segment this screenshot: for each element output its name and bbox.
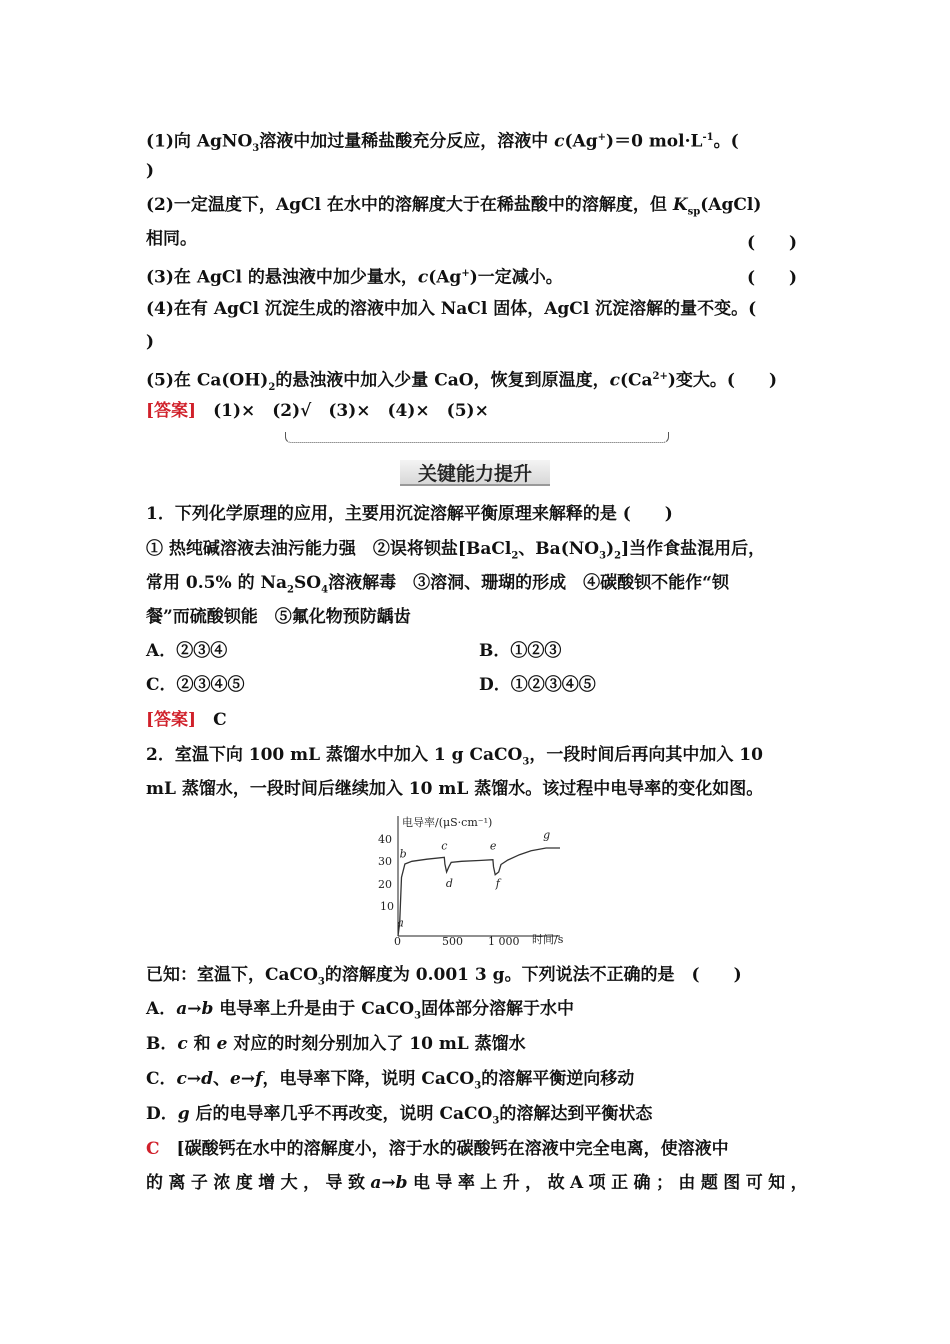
section-banner (400, 456, 550, 486)
answer-char: 故 (547, 1173, 565, 1193)
x-tick-label: 1 000 (488, 935, 520, 948)
answer-char: 上 (480, 1173, 498, 1193)
q2-option-b: B．c 和 e 对应的时刻分别加入了 10 mL 蒸馏水 (146, 1034, 526, 1054)
answer-char: 的 (146, 1173, 163, 1193)
q2-answer: C [碳酸钙在水中的溶解度小，溶于水的碳酸钙在溶液中完全电离，使溶液中 (146, 1139, 729, 1159)
answer-char: 致 (347, 1173, 365, 1193)
q1-stem: 1．下列化学原理的应用，主要用沉淀溶解平衡原理来解释的是 ( ) (146, 504, 673, 524)
answer-char: 项 (588, 1173, 606, 1193)
answer-char: 子 (190, 1173, 208, 1193)
answer-char: A (570, 1173, 584, 1193)
q1-statement-line: 餐”而硫酸钡能 ⑤氟化物预防龋齿 (146, 607, 411, 627)
x-tick-label: 500 (442, 935, 463, 948)
point-label-b: b (399, 847, 407, 861)
q1-answer: [答案] C (146, 710, 227, 730)
answer-char: 浓 (213, 1173, 231, 1193)
answer-char: 升 (502, 1173, 520, 1193)
exercise-item-3: (3)在 AgCl 的悬浊液中加少量水，c(Ag+)一定减小。 (146, 267, 563, 288)
q1-option-d: D．①②③④⑤ (479, 675, 596, 695)
conductivity-line (398, 848, 560, 936)
point-label-a: a (397, 916, 404, 930)
answer-char: 导 (325, 1173, 343, 1193)
answer-paren: ( ) (747, 268, 798, 288)
point-label-g: g (543, 828, 551, 842)
exercise-item-5: (5)在 $Ca(OH)_2$的悬浊液中加入少量 CaO，恢复到原温度，$c(Ca^{2+})$变大。( ) (146, 370, 778, 394)
answer-char: 图 (723, 1173, 741, 1193)
exercise-item-4-close: ) (146, 332, 155, 352)
answer-char: 增 (258, 1173, 276, 1193)
point-label-c: c (441, 839, 448, 853)
q1-option-c: C．②③④⑤ (146, 675, 245, 695)
q2-option-c: C．c→d、e→f，电导率下降，说明 CaCO$_3$的溶解平衡逆向移动 (146, 1069, 635, 1092)
answer-char: 题 (700, 1173, 718, 1193)
q1-option-a: A．②③④ (146, 641, 228, 661)
q2-stem-line2: mL 蒸馏水，一段时间后继续加入 10 mL 蒸馏水。该过程中电导率的变化如图。 (146, 779, 764, 799)
point-label-d: d (445, 877, 453, 890)
x-axis-label: 时间/s (532, 933, 564, 946)
exercise-item-4: (4)在有 AgCl 沉淀生成的溶液中加入 NaCl 固体，AgCl 沉淀溶解的量不变。( (146, 299, 757, 319)
point-label-e: e (489, 839, 497, 853)
answer-paren: ( ) (747, 233, 798, 253)
q2-known: 已知：室温下，CaCO$_3$的溶解度为 0.001 3 g。下列说法不正确的是 ( ) (146, 965, 742, 988)
conductivity-chart (370, 812, 580, 950)
answer-char: 电 (412, 1173, 430, 1193)
answer-char: 度 (235, 1173, 253, 1193)
answer-char: ， (790, 1173, 808, 1193)
x-tick-label: 0 (394, 935, 401, 948)
q2-stem: 2．室温下向 100 mL 蒸馏水中加入 1 g CaCO$_3$，一段时间后再向其中加入 10 (146, 745, 763, 768)
answer-char: 离 (168, 1173, 186, 1193)
q2-option-d: D．g 后的电导率几乎不再改变，说明 CaCO$_3$的溶解达到平衡状态 (146, 1104, 653, 1127)
q1-option-b: B．①②③ (479, 641, 562, 661)
q2-option-a: A．a→b 电导率上升是由于 CaCO$_3$固体部分溶解于水中 (146, 999, 575, 1022)
q2-answer-line2 (146, 1172, 808, 1194)
answer-char: 确 (633, 1173, 651, 1193)
y-tick-label: 40 (378, 833, 392, 846)
y-tick-label: 20 (378, 878, 392, 891)
answer-char: 由 (678, 1173, 696, 1193)
answer-char: 率 (457, 1173, 475, 1193)
answer-char: 大 (280, 1173, 298, 1193)
point-label-f: f (495, 877, 500, 890)
answer-char: 可 (745, 1173, 763, 1193)
exercise-answer: [答案] (1)× (2)√ (3)× (4)× (5)× (146, 401, 489, 421)
answer-char: 正 (611, 1173, 629, 1193)
q1-statement-line: ① 热纯碱溶液去油污能力强 ②误将钡盐[BaCl$_2$、$Ba(NO_3)_2$]当作食盐混用后， (146, 539, 766, 562)
y-tick-label: 10 (380, 900, 394, 913)
answer-char: 知 (768, 1173, 786, 1193)
exercise-item-2-line2: 相同。 (146, 229, 197, 249)
exercise-item-1-close: ) (146, 161, 155, 181)
answer-char: a→b (370, 1173, 408, 1193)
answer-char: ， (525, 1173, 543, 1193)
y-axis-label: 电导率/(μS·cm⁻¹) (402, 816, 493, 829)
answer-char: ； (655, 1173, 673, 1193)
q1-statement-line: 常用 0.5% 的 $Na_2SO_4$溶液解毒 ③溶洞、珊瑚的形成 ④碳酸钡不能作“钡 (146, 573, 729, 596)
section-title: 关键能力提升 (417, 463, 532, 485)
answer-char: 导 (435, 1173, 453, 1193)
y-tick-label: 30 (378, 855, 392, 868)
exercise-item-1: (1)向 AgNO$_3$溶液中加过量稀盐酸充分反应，溶液中 c(Ag+)＝0 $mol\cdot L^{-1}$。( (146, 131, 739, 155)
exercise-item-2: (2)一定温度下，AgCl 在水中的溶解度大于在稀盐酸中的溶解度，但 $K_{sp}(AgCl)$ (146, 195, 762, 218)
section-divider (285, 432, 669, 443)
answer-char: ， (303, 1173, 321, 1193)
